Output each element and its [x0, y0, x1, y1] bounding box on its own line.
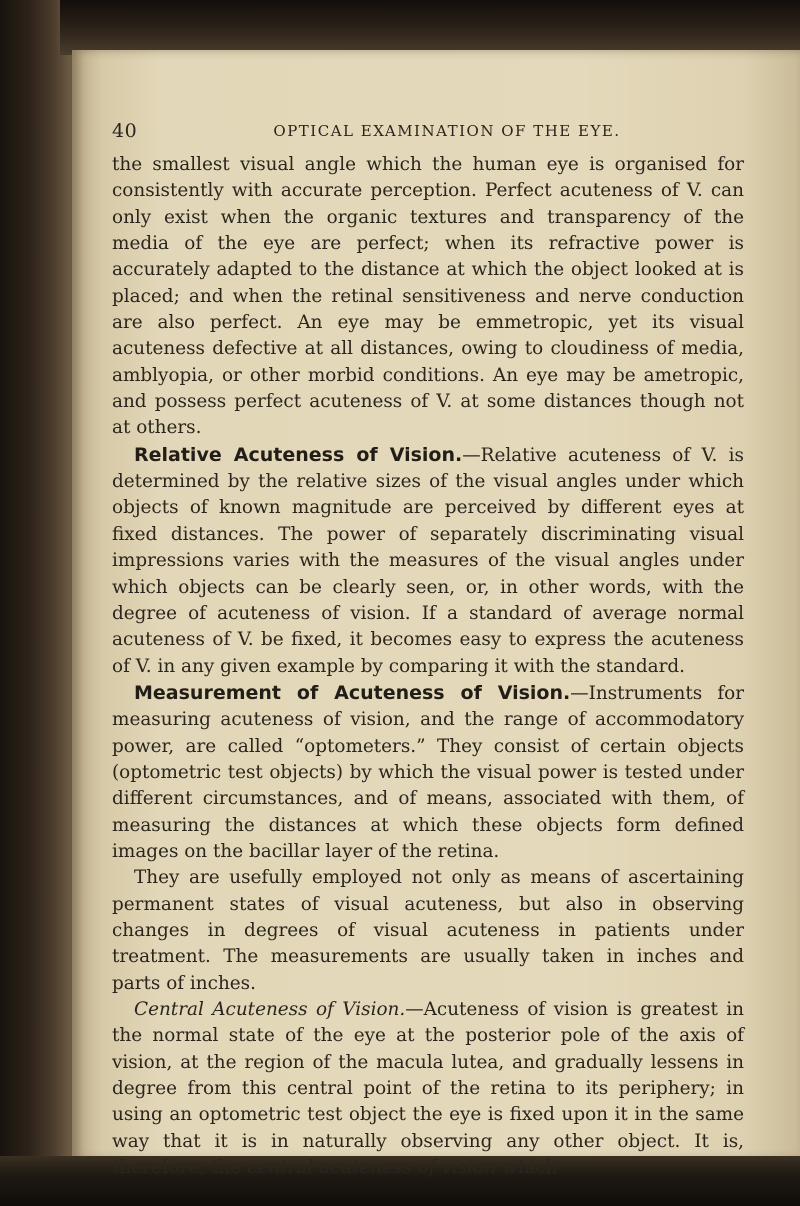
paragraph-text: —Acuteness of vision is greatest in the normal state of the eye at the posterior pole of the axis of vision, at the region of the macula lutea, and gradually lessens in degree from this central point of the retina to its periphery; in using an optometric test object the eye is fixed upon it in the same way that it is in naturally observing any other object. It is, therefore, the [112, 999, 744, 1179]
book-top-edge [60, 0, 800, 55]
paragraph-measurement [112, 680, 744, 865]
book-spine [0, 0, 70, 1206]
page-header [112, 120, 742, 144]
page-number: 40 [112, 120, 138, 142]
section-heading-relative-acuteness: Relative Acuteness of Vision. [134, 443, 463, 466]
section-heading-measurement: Measurement of Acuteness of Vision. [134, 681, 571, 704]
paragraph-tail: which [495, 1157, 558, 1179]
emphasis-text: central acuteness of vision [247, 1157, 496, 1179]
paragraph-1: the smallest visual angle which the human eye is organised for consistently with accurate perception. Perfect acuteness of V. can only exist when the organic textures and transparency of the media of the eye are perfect; when its refractive power is accurately adapted to the distance at which the object looked at is placed; and when the retinal sensitiveness and nerve conduction are also perfect. An eye may be emmetropic, yet its visual acuteness defective at all distances, owing to cloudiness of media, amblyopia, or other morbid conditions. An eye may be ametropic, and possess perfect acuteness of V. at some distances though not at others. [112, 154, 744, 439]
subheading-central-acuteness: Central Acuteness of Vision. [134, 999, 406, 1020]
running-head: OPTICAL EXAMINATION OF THE EYE. [273, 122, 621, 140]
paragraph-central-acuteness [112, 997, 744, 1181]
paragraph-text: —Relative acuteness of V. is determined by the relative sizes of the visual angles under which objects of known magnitude are perceived by different eyes at fixed distances. The power of separately discriminating visual impressions varies with the measures of the visual angles under which objects can be clearly seen, or, in other words, with the degree of acuteness of vision. If a standard of average normal acuteness of V. be fixed, it becomes easy to express the acuteness of V. in any given example by comparing it with the standard. [112, 444, 744, 677]
paragraph-usage: They are usefully employed not only as means of ascertaining permanent states of visual acuteness, but also in observing changes in degrees of visual acuteness in patients under treatment. The measurements are usually taken in inches and parts of inches. [112, 867, 744, 994]
paragraph-relative-acuteness [112, 442, 744, 680]
page-text [112, 152, 744, 1181]
paragraph-text: —Instruments for measuring acuteness of vision, and the range of accommodatory power, are called “optometers.” They consist of certain objects (optometric test objects) by which the visual power is tested under different circumstances, and of means, associated with them, of measuring the distances at which these objects form defined images on the bacillar layer of the retina. [112, 682, 744, 862]
